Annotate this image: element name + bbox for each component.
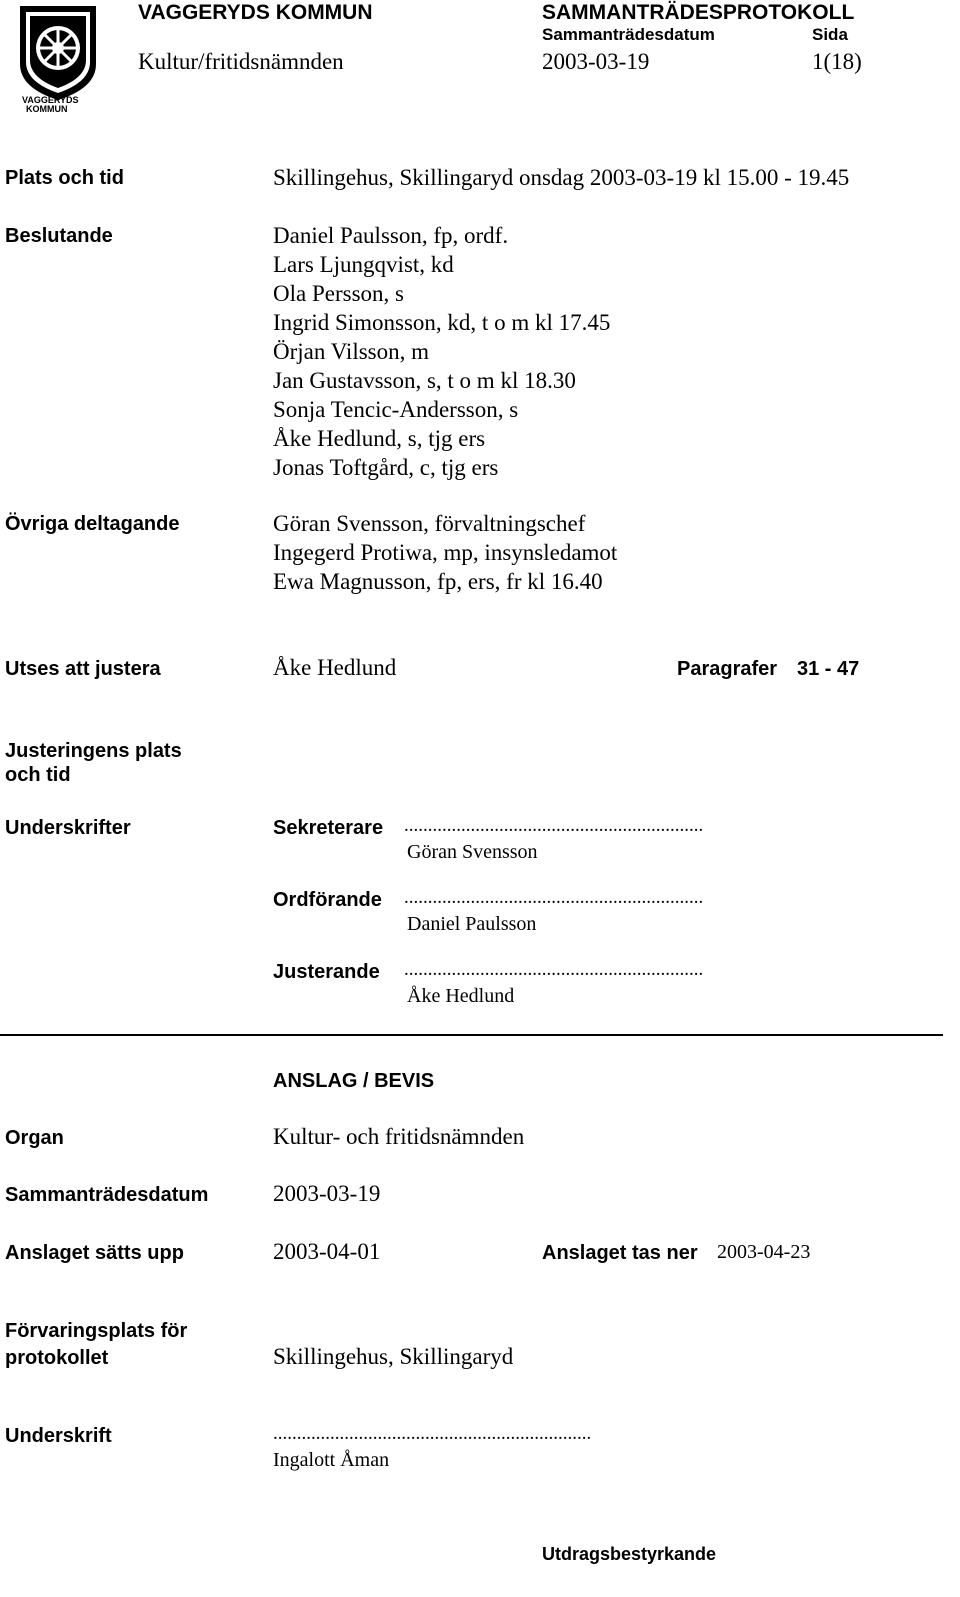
logo-text-line2: KOMMUN xyxy=(26,104,68,114)
meeting-date-label: Sammanträdesdatum xyxy=(5,1184,209,1206)
adjuster-role: Justerande xyxy=(273,961,380,983)
storage-value: Skillingehus, Skillingaryd xyxy=(273,1344,514,1369)
deciding-member: Åke Hedlund, s, tjg ers xyxy=(273,426,486,451)
deciding-member: Jan Gustavsson, s, t o m kl 18.30 xyxy=(273,368,576,393)
chairman-role: Ordförande xyxy=(273,889,382,911)
adjuster-signature-name: Åke Hedlund xyxy=(407,985,515,1007)
deciding-member: Daniel Paulsson, fp, ordf. xyxy=(273,223,509,248)
date-header-label: Sammanträdesdatum xyxy=(542,25,715,44)
place-time-value: Skillingehus, Skillingaryd onsdag 2003-03-19 kl 15.00 - 19.45 xyxy=(273,165,850,190)
paragraphs-value: 31 - 47 xyxy=(797,658,860,680)
municipality-name: VAGGERYDS KOMMUN xyxy=(138,1,373,24)
meeting-date-header: 2003-03-19 xyxy=(542,49,650,74)
notice-signature-label: Underskrift xyxy=(5,1425,112,1447)
organ-label: Organ xyxy=(5,1127,64,1149)
notice-signature-line: ................................................................... xyxy=(273,1423,592,1444)
notice-signature-name: Ingalott Åman xyxy=(273,1449,390,1471)
secretary-role: Sekreterare xyxy=(273,817,384,839)
deciding-label: Beslutande xyxy=(5,225,113,247)
certified-extract-label: Utdragsbestyrkande xyxy=(542,1544,717,1564)
posted-label: Anslaget sätts upp xyxy=(5,1242,184,1264)
chairman-signature-line: ............................................................... xyxy=(404,887,704,908)
place-time-label: Plats och tid xyxy=(5,167,124,189)
others-list xyxy=(273,509,617,596)
other-participant: Göran Svensson, förvaltningschef xyxy=(273,511,586,536)
section-divider xyxy=(0,1034,943,1036)
removed-label: Anslaget tas ner xyxy=(542,1242,698,1264)
deciding-list xyxy=(273,221,610,482)
deciding-member: Örjan Vilsson, m xyxy=(273,339,430,364)
logo-text-line1: VAGGERYDS xyxy=(22,95,79,105)
removed-date: 2003-04-23 xyxy=(717,1241,811,1263)
deciding-member: Ingrid Simonsson, kd, t o m kl 17.45 xyxy=(273,310,611,335)
deciding-member: Jonas Toftgård, c, tjg ers xyxy=(273,455,499,480)
storage-label-line2: protokollet xyxy=(5,1347,109,1369)
posted-date: 2003-04-01 xyxy=(273,1239,381,1264)
adjuster-label: Utses att justera xyxy=(5,658,161,680)
paragraphs-label: Paragrafer xyxy=(677,658,778,680)
deciding-member: Lars Ljungqvist, kd xyxy=(273,252,454,277)
municipality-logo xyxy=(14,2,102,114)
adjuster-signature-line: ............................................................... xyxy=(404,959,704,980)
organ-value: Kultur- och fritidsnämnden xyxy=(273,1124,525,1149)
adjuster-name: Åke Hedlund xyxy=(273,655,397,680)
deciding-member: Sonja Tencic-Andersson, s xyxy=(273,397,519,422)
meeting-date-value: 2003-03-19 xyxy=(273,1181,381,1206)
secretary-signature-line: ............................................................... xyxy=(404,815,704,836)
adjust-place-label-line2: och tid xyxy=(5,764,71,786)
other-participant: Ingegerd Protiwa, mp, insynsledamot xyxy=(273,540,618,565)
committee-name: Kultur/fritidsnämnden xyxy=(138,49,344,74)
page-header-label: Sida xyxy=(812,25,848,44)
other-participant: Ewa Magnusson, fp, ers, fr kl 16.40 xyxy=(273,569,603,594)
signatures-label: Underskrifter xyxy=(5,817,131,839)
adjust-place-label-line1: Justeringens plats xyxy=(5,740,182,762)
storage-label-line1: Förvaringsplats för xyxy=(5,1320,188,1342)
page-number: 1(18) xyxy=(812,49,862,74)
deciding-member: Ola Persson, s xyxy=(273,281,404,306)
document-type: SAMMANTRÄDESPROTOKOLL xyxy=(542,1,855,24)
chairman-name: Daniel Paulsson xyxy=(407,913,537,935)
notice-title: ANSLAG / BEVIS xyxy=(273,1070,435,1092)
others-label: Övriga deltagande xyxy=(5,513,180,535)
secretary-name: Göran Svensson xyxy=(407,841,538,863)
